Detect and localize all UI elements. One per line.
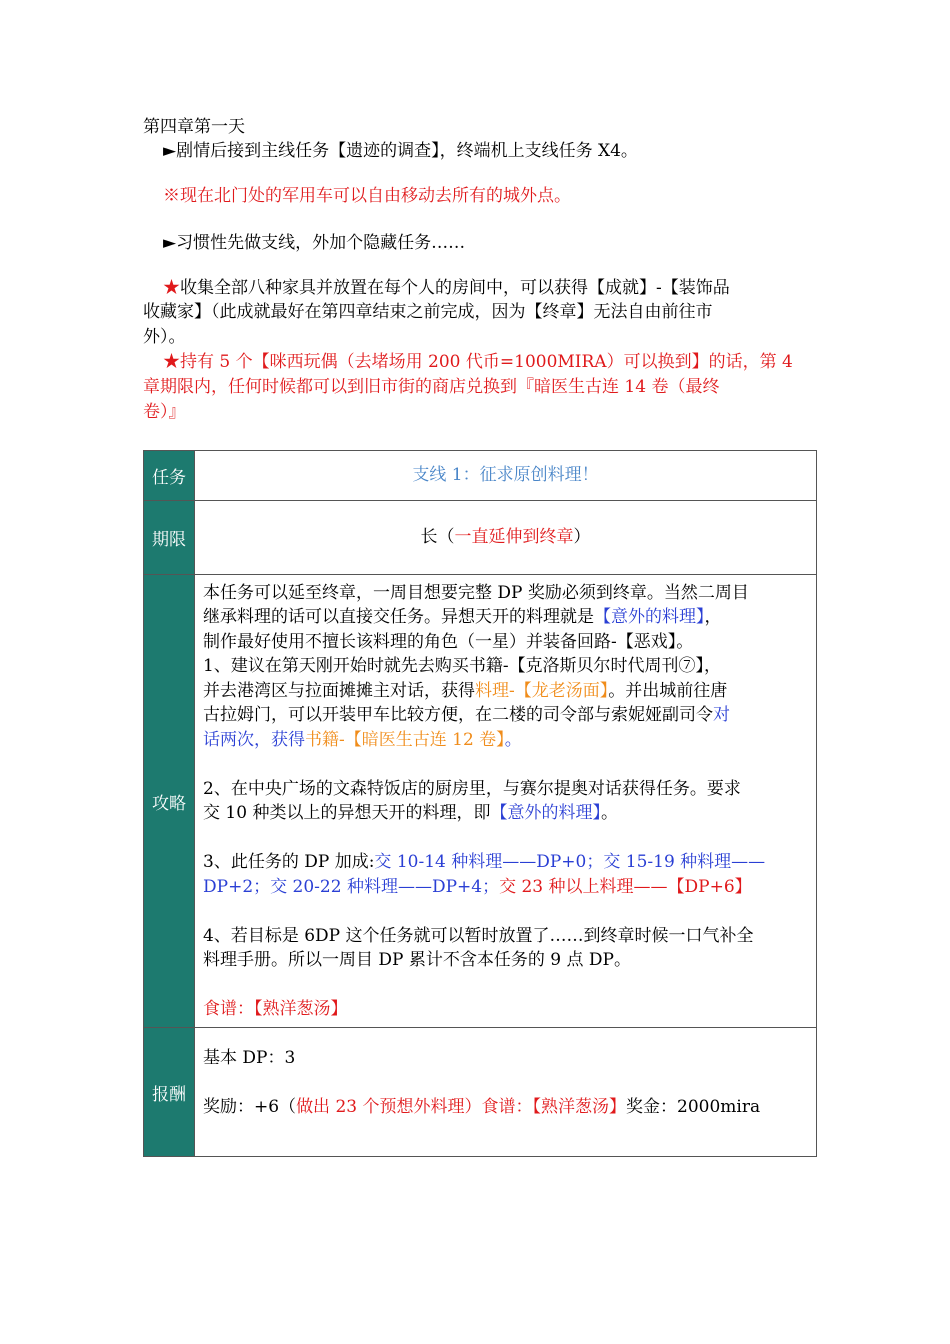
story-line: ►剧情后接到主线任务【遗迹的调查】，终端机上支线任务 X4。 — [163, 141, 638, 161]
reward-detail: 奖励：+6（做出 23 个预想外料理）食谱：【熟洋葱汤】奖金：2000mira — [203, 1097, 761, 1117]
doll-note-line1: ★持有 5 个【咪西玩偶（去堵场用 200 代币=1000MIRA）可以换到】的话，第 4 — [163, 352, 793, 372]
guide-line: 1、建议在第天刚开始时就先去购买书籍-【克洛斯贝尔时代周刊⑦】， — [203, 656, 722, 676]
chapter-heading: 第四章第一天 — [143, 117, 245, 137]
guide-line: 制作最好使用不擅长该料理的角色（一星）并装备回路-【恶戏】。 — [203, 631, 694, 652]
furniture-note-line3: 外）。 — [143, 327, 186, 347]
guide-line: 4、若目标是 6DP 这个任务就可以暂时放置了……到终章时候一口气补全 — [203, 925, 754, 946]
reward-base-dp: 基本 DP：3 — [203, 1048, 296, 1068]
furniture-note-line2: 收藏家】（此成就最好在第四章结束之前完成，因为【终章】无法自由前往市 — [143, 302, 713, 322]
guide-line: 料理手册。所以一周目 DP 累计不含本任务的 9 点 DP。 — [203, 950, 631, 970]
quest-reward — [195, 1028, 817, 1157]
guide-line: 3、此任务的 DP 加成:交 10-14 种料理——DP+0；交 15-19 种料理—— — [203, 852, 766, 872]
guide-recipe: 食谱：【熟洋葱汤】 — [203, 999, 348, 1019]
doll-note-line2: 章期限内，任何时候都可以到旧市街的商店兑换到『暗医生古连 14 卷（最终 — [143, 377, 720, 397]
guide-line: 话两次，获得书籍-【暗医生古连 12 卷】。 — [203, 729, 522, 750]
header-reward: 报酬 — [144, 1028, 195, 1157]
header-deadline: 期限 — [144, 501, 195, 575]
notice-line: ※现在北门处的军用车可以自由移动去所有的城外点。 — [163, 186, 571, 206]
guide-line: 继承料理的话可以直接交任务。异想天开的料理就是【意外的料理】， — [203, 607, 722, 627]
guide-line: DP+2；交 20-22 种料理——DP+4；交 23 种以上料理——【DP+6】 — [203, 876, 752, 897]
header-task: 任务 — [144, 451, 195, 501]
quest-table — [143, 450, 817, 1157]
quest-deadline: 长（一直延伸到终章） — [195, 501, 817, 575]
habit-line: ►习惯性先做支线，外加个隐藏任务…… — [163, 233, 466, 253]
guide-line: 并去港湾区与拉面摊摊主对话，获得料理-【龙老汤面】。并出城前往唐 — [203, 680, 728, 701]
quest-title: 支线 1：征求原创料理！ — [195, 451, 817, 501]
quest-guide — [195, 575, 817, 1028]
guide-line: 古拉姆门，可以开装甲车比较方便，在二楼的司令部与索妮娅副司令对 — [203, 705, 730, 725]
guide-line: 2、在中央广场的文森特饭店的厨房里，与赛尔提奥对话获得任务。要求 — [203, 778, 741, 799]
doll-note-line3: 卷）』 — [143, 402, 186, 422]
guide-line: 交 10 种类以上的异想天开的料理，即【意外的料理】。 — [203, 803, 618, 823]
guide-line: 本任务可以延至终章，一周目想要完整 DP 奖励必须到终章。当然二周目 — [203, 582, 749, 603]
header-guide: 攻略 — [144, 575, 195, 1028]
furniture-note-line1: ★收集全部八种家具并放置在每个人的房间中，可以获得【成就】-【装饰品 — [163, 278, 730, 298]
